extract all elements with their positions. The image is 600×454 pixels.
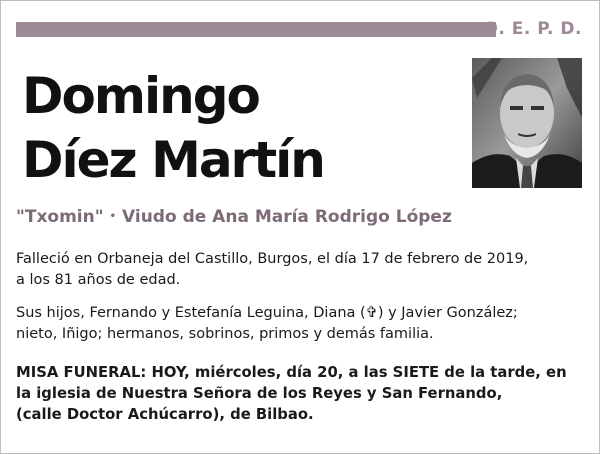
relation-text: Viudo de Ana María Rodrigo López [122,207,452,227]
death-info-paragraph [16,249,586,291]
separator-bullet: • [109,211,117,222]
name-second-line: Díez Martín [22,131,324,189]
portrait-photo [472,58,582,188]
text-line: MISA FUNERAL: HOY, miércoles, día 20, a las SIETE de la tarde, en [16,364,567,381]
name-first-line: Domingo [22,67,259,125]
qepd-label: Q. E. P. D. [483,19,582,39]
portrait-image [472,58,582,188]
text-line: (calle Doctor Achúcarro), de Bilbao. [16,406,314,423]
text-line: a los 81 años de edad. [16,272,181,288]
text-line: Falleció en Orbaneja del Castillo, Burgos, el día 17 de febrero de 2019, [16,251,529,267]
subtitle [16,207,452,227]
nickname: "Txomin" [16,207,104,227]
deceased-name [22,64,462,192]
text-line: Sus hijos, Fernando y Estefanía Leguina, Diana (✞) y Javier González; [16,305,518,321]
text-line: la iglesia de Nuestra Señora de los Reyes y San Fernando, [16,385,503,402]
funeral-mass-paragraph [16,362,586,425]
text-line: nieto, Iñigo; hermanos, sobrinos, primos y demás familia. [16,326,434,342]
family-paragraph [16,303,586,345]
header-bar [16,22,496,37]
